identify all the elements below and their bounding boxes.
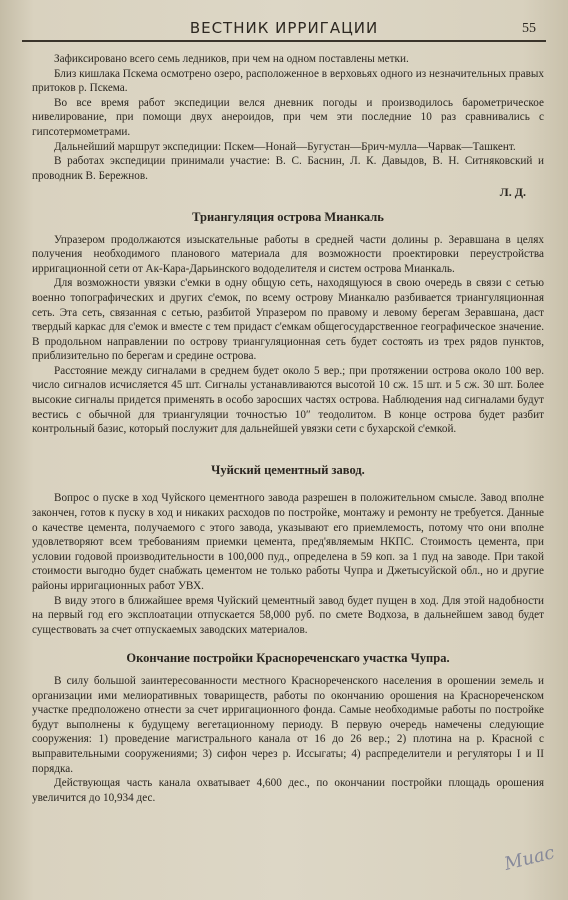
triangulation-section (32, 210, 544, 437)
paragraph: Действующая часть канала охватывает 4,600 дес., по окончании постройки площадь орошения увеличится до 10,934 дес. (32, 777, 544, 804)
section-heading: Триангуляция острова Мианкаль (192, 209, 384, 224)
page-number: 55 (522, 21, 536, 36)
section-heading: Чуйский цементный завод. (211, 462, 365, 477)
expedition-section (32, 52, 544, 200)
paragraph: Зафиксировано всего семь ледников, при чем на одном поставлены метки. (54, 53, 409, 65)
paragraph: В виду этого в ближайшее время Чуйский цементный завод будет пущен в ход. Для этой надобности на первый год его эксплоатации отпускается 58,000 руб. по смете Водхоза, в дальнейшем завод будет существовать за счет отпускаемых заводских материалов. (32, 594, 544, 636)
paragraph: В силу большой заинтересованности местного Краснореченского населения в орошении земель и организации ими мелиоративных товариществ, работы по окончанию орошения на Краснореченском участке предположено отнести за счет ирригационного фонда. Самые необходимые работы по постройке будут выполнены к будущему вегетационному периоду. В первую очередь намечены следующие сооружения: 1) проведение магистрального канала от 16 до 26 вер.; 2) плотина на р. Красной с выправительными сооружениями; 3) сифон через р. Иссыгаты; 4) распределители и регуляторы I и II порядка. (32, 674, 544, 775)
author-signature: Л. Д. (499, 185, 526, 200)
paragraph: Дальнейший маршрут экспедиции: Пскем—Нонай—Бугустан—Брич-мулла—Чарвак—Ташкент. (54, 140, 516, 153)
journal-title: ВЕСТНИК ИРРИГАЦИИ (189, 19, 379, 37)
paragraph: Для возможности увязки с'емки в одну общую сеть, находящуюся в свою очередь в связи с сетью военно топографических и других с'емок, по всему острову Мианкалю разбивается триангуляционная сеть. Эта сеть, связанная с сетью, разбитой Упразером по правому и левому берегам Зеравшана, даст твердый каркас для с'емок и вместе с тем придаст с'емкам общегосударственное географическое значение. В продольном направлении по острову триангуляционная сеть будет состоять из трех рядов пунктов, приблизительно по берегам и средине острова. (32, 277, 544, 363)
paragraph: Вопрос о пуске в ход Чуйского цементного завода разрешен в положительном смысле. Завод вполне закончен, готов к пуску в ход и никаких расходов по постройке, монтажу и ремонту не требуется. Данные о качестве цемента, получаемого с этого завода, указывают его приемлемость, потому что они вполне удовлетворяют всем требованиям приемки цемента, пред'являемым НКПС. Стоимость цемента, при условии годовой производительности в 100,000 пуд., определена в 59 коп. за 1 пуд на заводе. При такой стоимости выгодно будет снабжать цементом не только работы Чупра и Джетысуйской обл., но и другие районы ирригационных работ УВХ. (32, 492, 544, 592)
article-body (32, 52, 544, 805)
cement-plant-section (32, 463, 544, 638)
running-header (22, 14, 546, 42)
paragraph: Близ кишлака Пскема осмотрено озеро, расположенное в верховьях одного из незначительных правых притоков р. Пскема. (32, 67, 544, 95)
krasnorechensk-section (32, 651, 544, 805)
paragraph: В работах экспедиции принимали участие: В. С. Баснин, Л. К. Давыдов, В. Н. Ситняковский и проводник В. Бережнов. (32, 155, 544, 182)
paragraph: Расстояние между сигналами в среднем будет около 5 вер.; при протяжении острова около 100 вер. число сигналов исчисляется 45 шт. Сигналы устанавливаются высотой 10 сж. 15 шт. и 5 сж. 30 шт. Более высокие сигналы придется применять в особо заросших частях острова. Наблюдения над сигналами будут вестись с обычной для триангуляции точностью 10″ теодолитом. В конце острова будет разбит контрольный базис, который послужит для дальнейшей увязки сети с бухарской с'емкой. (32, 364, 544, 436)
paragraph: Упразером продолжаются изыскательные работы в средней части долины р. Зеравшана в целях получения необходимого планового материала для возможности проектировки переустройства ирригационной сети от Ак-Кара-Дарьинского вододелителя и систем острова Мианкаль. (32, 233, 544, 275)
handwritten-note: Muac (502, 842, 557, 875)
section-heading: Окончание постройки Краснореченскаго участка Чупра. (126, 651, 450, 666)
paragraph: Во все время работ экспедиции велся дневник погоды и производилось барометрическое нивелирование, при помощи двух анероидов, при чем эти последние 10 раз сравнивались с гипсотермометрами. (32, 96, 544, 138)
